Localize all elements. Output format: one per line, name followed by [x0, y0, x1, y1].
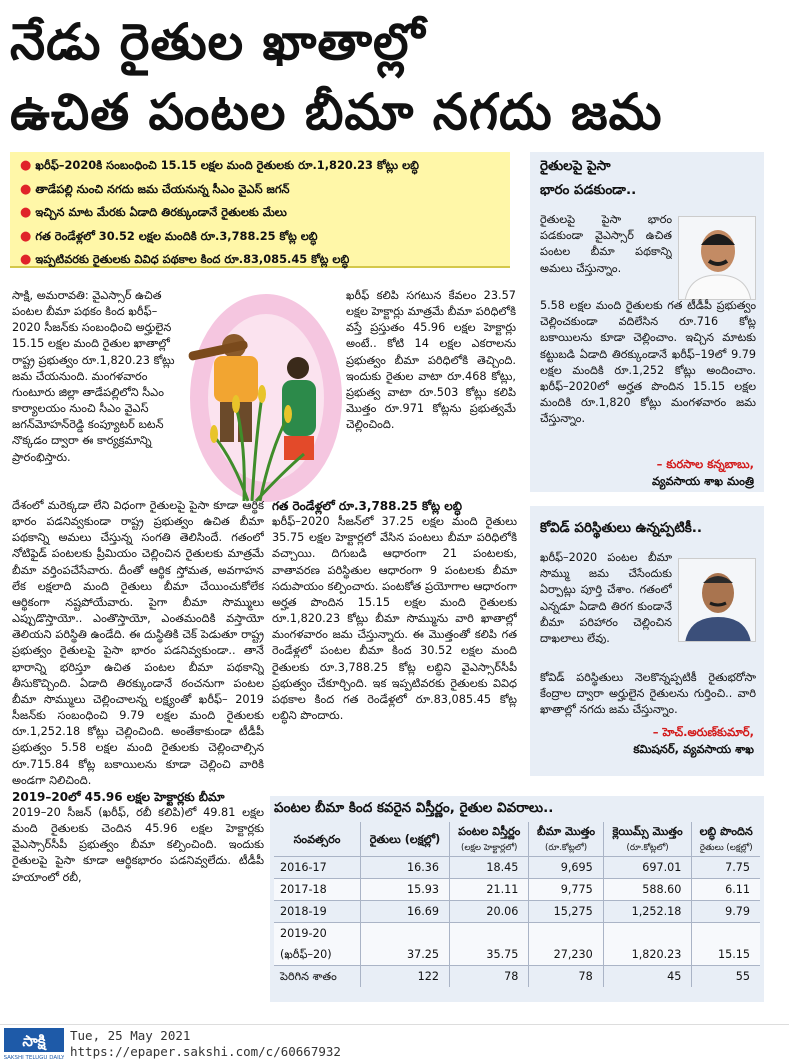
article-text-col2 [272, 498, 517, 780]
footer-date: Tue, 25 May 2021 [70, 1028, 191, 1043]
sidebar-title: భారం పడకుండా.. [540, 182, 637, 198]
commissioner-photo [678, 558, 756, 642]
article-paragraph: దేశంలో మరెక్కడా లేని విధంగా రైతులపై పైసా కూడా ఆర్థిక భారం పడనివ్వకుండా రాష్ట్ర ప్రభుత్వం ఉచిత బీమా పథకాన్ని అమలు చేస్తున్న సంగతి తెలిసిందే. గతంలో నోటిఫైడ్‌ పంటలకు ప్రీమియం చెల్లించిన రైతులకు మాత్రమే బీమా వర్తింపచేసేవారు. దీంతో ఆర్థిక స్తోమత, అవగాహన లేక లక్షలాది మంది రైతులు బీమా చేయించుకోలేక ఆర్థికంగా నష్టపోయేవారు. పైగా బీమా సొమ్ములు ఎప్పుడొస్తాయో.. ఎంతొస్తాయో, ఎంతమందికి వస్తాయో తెలియని పరిస్థితి ఉండేది. ఈ దుస్థితికి చెక్‌ పెడుతూ రాష్ట్ర ప్రభుత్వం రైతులపై పైసా భారం పడనివ్వకుండా.. తానే భారాన్ని భరిస్తూ ఉచిత పంటల బీమా పథకాన్ని తీసుకొచ్చింది. ఏడాది తిరక్కుండానే ఠంచనుగా పంటల బీమా సొమ్ములు చెల్లించాలన్న లక్ష్యంతో ఖరీఫ్‌– 2019 సీజన్‌కు సంబంధించి 9.79 లక్షల మంది రైతులకు రూ.1,252.18 కోట్లు చెల్లించింది. అంతేకాకుండా టీడీపీ ప్రభుత్వం 5.58 లక్షల మంది రైతులకు చెల్లించాల్సిన రూ.715.84 కోట్ల బకాయిలను కూడా చెల్లించి వారికి అండగా నిలిచింది. [12, 499, 264, 787]
sidebar-title: రైతులపై పైసా [540, 158, 611, 174]
signature-role: కమిషనర్‌, వ్యవసాయ శాఖ [633, 742, 754, 756]
insurance-data-table-box [270, 796, 764, 1002]
table-header: లబ్ధి పొందిన రైతులు (లక్షల్లో) [699, 825, 753, 853]
article-text-col1-top [12, 288, 182, 498]
signature-name: – హెచ్‌.అరుణ్‌కుమార్‌, [652, 725, 754, 739]
bullet-icon: ● [20, 181, 32, 197]
signature-name: – కురసాల కన్నబాబు, [656, 457, 754, 471]
footer-url[interactable]: https://epaper.sakshi.com/c/60667932 [70, 1044, 341, 1059]
highlight-item: ● ఇప్పటివరకు రైతులకు వివిధ పథకాల కింద రూ.83,085.45 కోట్ల లబ్ధి [20, 252, 350, 268]
table-header: క్లెయిమ్స్‌ మొత్తం (రూ.కోట్లలో) [603, 822, 692, 857]
signature-role: వ్యవసాయ శాఖ మంత్రి [652, 474, 754, 488]
table-header-row [274, 822, 760, 857]
highlights-box [10, 152, 510, 268]
bullet-icon: ● [20, 205, 32, 221]
table-row: 2017-18 15.93 21.11 9,775 588.60 6.11 [274, 879, 760, 901]
sidebar-signature [633, 724, 754, 758]
table-header: పంటల విస్తీర్ణం (లక్షల హెక్టార్లలో) [450, 822, 529, 857]
table-row: పెరిగిన శాతం 122 78 78 45 55 [274, 966, 760, 988]
sidebar-text: 5.58 లక్షల మంది రైతులకు గత టీడీపీ ప్రభుత్వం చెల్లించకుండా వదిలేసిన రూ.716 కోట్ల బకాయిలను కూడా చెల్లించాం. ఇచ్చిన మాటకు కట్టుబడి ఏడాది తిరక్కుండానే ఖరీఫ్‌–19లో 9.79 లక్షల మందికి రూ.1,252 కోట్లు అందించాం. ఖరీఫ్‌–2020లో అర్హత పొందిన 15.15 లక్షల మందికి రూ.1,820 కోట్లు మంగళవారం జమ చేస్తున్నాం. [540, 299, 756, 426]
article-paragraph: సాక్షి, అమరావతి: వైఎస్సార్‌ ఉచిత పంటల బీమా పథకం కింద ఖరీఫ్‌–2020 సీజన్‌కు సంబంధించి అర్హులైన 15.15 లక్షల మంది రైతుల ఖాతాల్లో రాష్ట్ర ప్రభుత్వం రూ.1,820.23 కోట్లు జమ చేయనుంది. మంగళవారం గుంటూరు జిల్లా తాడేపల్లిలోని సీఎం కార్యాలయం నుంచి సీఎం వైఎస్‌ జగన్‌మోహన్‌రెడ్డి కంప్యూటర్‌ బటన్‌ నొక్కడం ద్వారా ఈ కార్యక్రమాన్ని ప్రారంభిస్తారు. [12, 289, 175, 464]
table-row: 2016-17 16.36 18.45 9,695 697.01 7.75 [274, 857, 760, 879]
highlight-item: ● గత రెండేళ్లలో 30.52 లక్షల మందికి రూ.3,788.25 కోట్ల లబ్ధి [20, 228, 318, 244]
table-header: రైతులు (లక్షల్లో) [360, 822, 449, 857]
sakshi-logo [4, 1028, 64, 1060]
svg-text:SAKSHI TELUGU DAILY: SAKSHI TELUGU DAILY [4, 1055, 64, 1060]
article-subheading: 2019–20లో 45.96 లక్షల హెక్టార్లకు బీమా [12, 789, 225, 804]
article-paragraph: ఖరీఫ్‌ కలిపి సగటున కేవలం 23.57 లక్షల హెక్టార్లు మాత్రమే బీమా పరిధిలోకి వస్తే ప్రస్తుతం 45.96 లక్షల హెక్టార్లు అంటే.. కోటి 14 లక్షల ఎకరాలను ప్రభుత్వం బీమా పరిధిలోకి తెచ్చింది. ఇందుకు రైతుల వాటా రూ.468 కోట్లు, ప్రభుత్వ వాటా రూ.503 కోట్లు కలిపి మొత్తం రూ.971 కోట్లను ప్రభుత్వమే చెల్లించింది. [346, 289, 516, 432]
article-text-col1 [12, 498, 264, 1004]
article-text-col2-top [346, 288, 516, 498]
svg-text:సాక్షి: సాక్షి [22, 1032, 46, 1050]
minister-photo [678, 216, 756, 300]
highlight-item: ● ఇచ్చిన మాట మేరకు ఏడాది తిరక్కుండానే రైతులకు మేలు [20, 205, 287, 221]
sidebar-text: కోవిడ్‌ పరిస్థితులు నెలకొన్నప్పటికీ రైతుభరోసా కేంద్రాల ద్వారా అర్హులైన రైతులను గుర్తించి.. వారి ఖాతాల్లో నగదు జమ చేస్తున్నాం. [540, 671, 756, 717]
insurance-data-table [274, 822, 760, 987]
highlight-item: ● ఖరీఫ్‌–2020కి సంబంధించి 15.15 లక్షల మంది రైతులకు రూ.1,820.23 కోట్లు లబ్ధి [20, 158, 419, 173]
bullet-icon: ● [20, 228, 32, 244]
table-row: 2019-20 [274, 923, 760, 945]
highlight-item: ● తాడేపల్లి నుంచి నగదు జమ చేయనున్న సీఎం వైఎస్‌ జగన్‌ [20, 181, 290, 197]
sidebar-text: ఖరీఫ్‌–2020 పంటల బీమా సొమ్ము జమ చేసేందుకు ఏర్పాట్లు పూర్తి చేశాం. గతంలో ఎన్నడూ ఏడాది తిరగ కుండానే బీమా పరిహారం చెల్లించిన దాఖలాలు లేవు. [540, 551, 672, 646]
sidebar-signature [652, 456, 754, 490]
table-row: (ఖరీఫ్‌–20) 37.25 35.75 27,230 1,820.23 15.15 [274, 944, 760, 966]
farmer-illustration [184, 286, 344, 508]
sidebar-title: కోవిడ్‌ పరిస్థితులు ఉన్నప్పటికీ.. [540, 520, 703, 536]
article-paragraph: 2019–20 సీజన్‌ (ఖరీఫ్‌, రబీ కలిపి)లో 49.81 లక్షల మంది రైతులకు చెందిన 45.96 లక్షల హెక్టార్లకు వైఎస్సార్‌సీపీ ప్రభుత్వం బీమా కల్పించింది. ఇందుకు రైతులపై పైసా కూడా ఆర్థికభారం పడనివ్వలేదు. టీడీపీ హయాంలో రబీ, [12, 805, 264, 884]
headline-line-2: ఉచిత పంటల బీమా నగదు జమ [10, 83, 663, 141]
table-header: సంవత్సరం [274, 822, 360, 857]
quote-sidebar-minister [530, 152, 764, 492]
table-header: బీమా మొత్తం (రూ.కోట్లలో) [529, 822, 603, 857]
article-subheading: గత రెండేళ్లలో రూ.3,788.25 కోట్ల లబ్ధి [272, 499, 463, 513]
quote-sidebar-commissioner [530, 506, 764, 776]
table-title: పంటల బీమా కింద కవరైన విస్తీర్ణం, రైతుల వివరాలు.. [274, 800, 554, 816]
headline-line-1: నేడు రైతుల ఖాతాల్లో [10, 13, 426, 71]
bullet-icon: ● [20, 158, 32, 173]
bullet-icon: ● [20, 252, 32, 268]
table-row: 2018-19 16.69 20.06 15,275 1,252.18 9.79 [274, 901, 760, 923]
footer-bar [0, 1024, 789, 1063]
sidebar-text: రైతులపై పైసా భారం పడకుండా వైఎస్సార్‌ ఉచిత పంటల బీమా పథకాన్ని అమలు చేస్తున్నాం. [540, 213, 672, 275]
article-paragraph: ఖరీఫ్‌–2020 సీజన్‌లో 37.25 లక్షల మంది రైతులు 35.75 లక్షల హెక్టార్లలో వేసిన పంటలు బీమా పరిధిలోకి వచ్చాయి. దిగుబడి ఆధారంగా 21 పంటలకు, వాతావరణ పరిస్థితుల ఆధారంగా 9 పంటలకు బీమా సదుపాయం కల్పించారు. పంటకోత ప్రయోగాల ఆధారంగా అర్హత పొందిన 15.15 లక్షల మంది రైతులకు రూ.1,820.23 కోట్లు బీమా సొమ్మును వారి ఖాతాల్లో మంగళవారం జమ చేస్తున్నారు. ఈ మొత్తంతో కలిపి గత రెండేళ్లలో పంటల బీమా కింద 30.52 లక్షల మంది రైతులకు రూ.3,788.25 కోట్ల లబ్ధిని వైఎస్సార్‌సీపీ ప్రభుత్వం చేకూర్చింది. ఇక ఇప్పటివరకు రైతులకు వివిధ పథకాల కింద గత రెండేళ్లలో రూ.83,085.45 కోట్ల లబ్ధిని పొందారు. [272, 515, 517, 723]
